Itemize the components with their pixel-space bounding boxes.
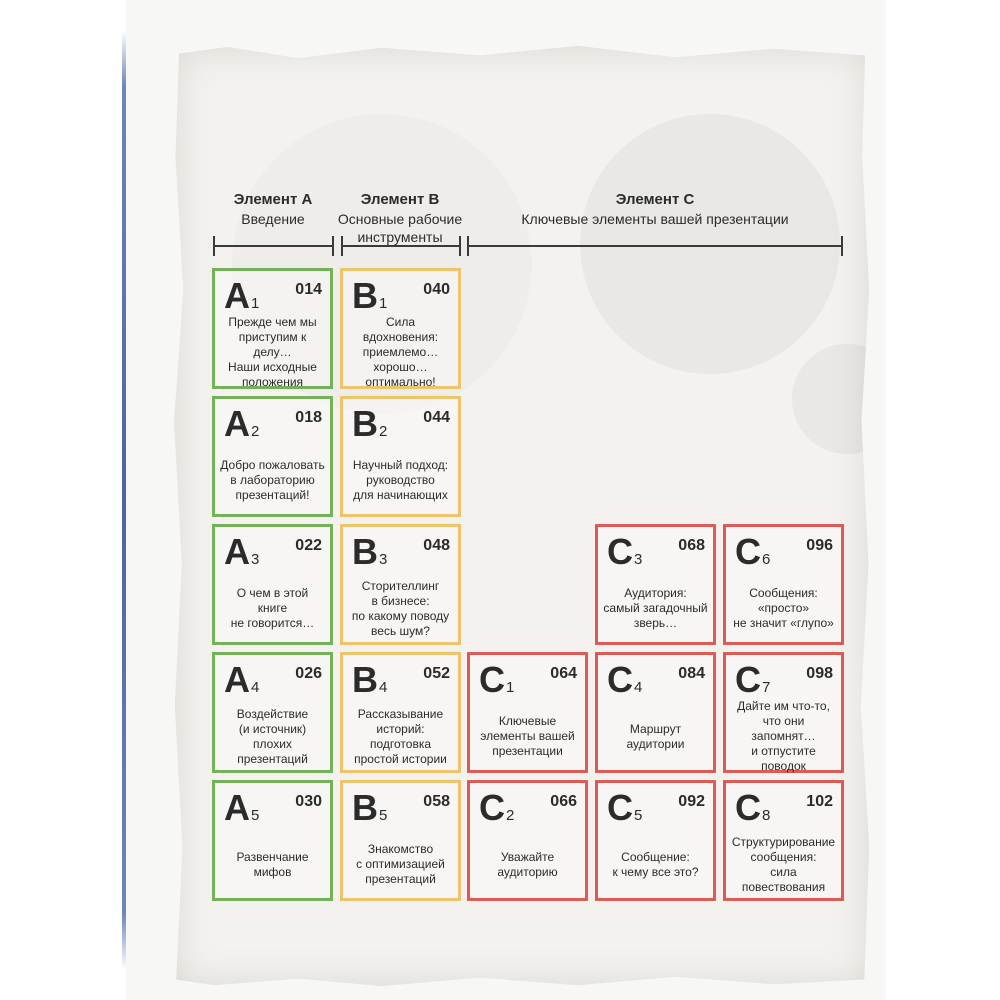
tile-index: 3 [379,551,388,568]
tile-symbol [352,660,387,708]
tile-letter: C [479,787,505,828]
tile-letter: C [607,531,633,572]
tile-page-number: 014 [295,281,322,298]
tile-description: Структурирование сообщения: сила повествования [731,834,836,894]
tile-letter: A [224,787,250,828]
tile-index: 5 [251,807,260,824]
tile-description: Ключевые элементы вашей презентации [480,714,575,758]
tile-symbol [224,532,259,580]
tile-page-number: 022 [295,537,322,554]
tile-c3 [595,524,716,645]
tile-letter: A [224,659,250,700]
tile-b3 [340,524,461,645]
tile-b4 [340,652,461,773]
tile-a2 [212,396,333,517]
tile-description: Рассказывание историй: подготовка простой истории [354,706,447,766]
tile-description: Добро пожаловать в лабораторию презентаций! [220,458,325,502]
tile-description: Знакомство с оптимизацией презентаций [356,842,445,886]
tile-index: 1 [506,679,515,696]
header-subtitle: Ключевые элементы вашей презентации [521,211,789,227]
tile-page-number: 084 [678,665,705,682]
tile-index: 8 [762,807,771,824]
tile-page-number: 048 [423,537,450,554]
tile-c2 [467,780,588,901]
tile-page-number: 102 [806,793,833,810]
tile-c1 [467,652,588,773]
tile-letter: A [224,403,250,444]
tile-description: Сторителлинг в бизнесе: по какому поводу весь шум? [351,578,450,638]
tile-index: 7 [762,679,771,696]
header-element-c [466,190,844,228]
tile-description: О чем в этой книге не говорится… [230,586,315,630]
tile-symbol [352,532,387,580]
header-title: Элемент В [360,191,440,208]
tile-page-number: 098 [806,665,833,682]
tile-letter: C [607,659,633,700]
tile-c7 [723,652,844,773]
tile-page-number: 026 [295,665,322,682]
tile-page-number: 064 [550,665,577,682]
tile-a4 [212,652,333,773]
tile-index: 2 [251,423,260,440]
tile-letter: A [224,531,250,572]
tile-page-number: 096 [806,537,833,554]
tile-letter: C [735,787,761,828]
header-title: Элемент А [233,191,313,208]
tile-page-number: 092 [678,793,705,810]
tile-page-number: 052 [423,665,450,682]
tile-description: Научный подход: руководство для начинающих [352,458,449,502]
tile-symbol [607,660,642,708]
tile-letter: B [352,659,378,700]
tile-index: 2 [506,807,515,824]
tile-index: 4 [251,679,260,696]
tile-index: 4 [379,679,388,696]
tile-description: Уважайте аудиторию [497,849,558,879]
tile-symbol [352,404,387,452]
tile-symbol [224,660,259,708]
tile-b1 [340,268,461,389]
tile-description: Сообщение: к чему все это? [612,849,699,879]
tile-index: 2 [379,423,388,440]
tile-a5 [212,780,333,901]
tile-c6 [723,524,844,645]
tile-c4 [595,652,716,773]
tile-letter: B [352,275,378,316]
tile-page-number: 066 [550,793,577,810]
bracket-element-b [341,236,461,256]
tile-page-number: 030 [295,793,322,810]
bracket-element-a [213,236,334,256]
tile-letter: B [352,531,378,572]
tile-description: Сила вдохновения: приемлемо… хорошо… оптимально! [362,315,439,389]
tile-index: 5 [634,807,643,824]
tile-index: 1 [379,295,388,312]
tile-page-number: 068 [678,537,705,554]
tile-letter: B [352,787,378,828]
tile-c8 [723,780,844,901]
tile-b5 [340,780,461,901]
book-spine-edge [122,30,126,970]
header-subtitle: Основные рабочие инструменты [337,211,463,245]
tile-description: Сообщения: «просто» не значит «глупо» [733,586,834,630]
tile-symbol [224,788,259,836]
tile-page-number: 058 [423,793,450,810]
tile-letter: C [735,659,761,700]
tile-b2 [340,396,461,517]
tile-index: 3 [251,551,260,568]
tile-a1 [212,268,333,389]
tile-index: 6 [762,551,771,568]
tile-symbol [735,532,770,580]
tile-page-number: 018 [295,409,322,426]
tile-symbol [224,404,259,452]
tile-description: Развенчание мифов [236,849,309,879]
tile-symbol [607,532,642,580]
tile-description: Маршрут аудитории [626,721,685,751]
tile-description: Воздействие (и источник) плохих презентаций [236,706,309,766]
tile-index: 1 [251,295,260,312]
tile-index: 4 [634,679,643,696]
tile-page-number: 044 [423,409,450,426]
tile-symbol [607,788,642,836]
tile-description: Дайте им что-то, что они запомнят… и отпустите поводок [737,699,830,773]
header-title: Элемент С [615,191,695,208]
tile-description: Прежде чем мы приступим к делу… Наши исходные положения [228,315,317,389]
tile-letter: C [607,787,633,828]
tile-letter: A [224,275,250,316]
tile-a3 [212,524,333,645]
header-subtitle: Введение [241,211,305,227]
tile-c5 [595,780,716,901]
tile-index: 5 [379,807,388,824]
tile-letter: C [735,531,761,572]
header-element-a [212,190,334,228]
tile-page-number: 040 [423,281,450,298]
tile-index: 3 [634,551,643,568]
bracket-element-c [467,236,843,256]
tile-letter: B [352,403,378,444]
tile-symbol [479,660,514,708]
tile-symbol [735,788,770,836]
tile-letter: C [479,659,505,700]
tile-description: Аудитория: самый загадочный зверь… [603,586,708,630]
tile-symbol [352,788,387,836]
tile-symbol [479,788,514,836]
